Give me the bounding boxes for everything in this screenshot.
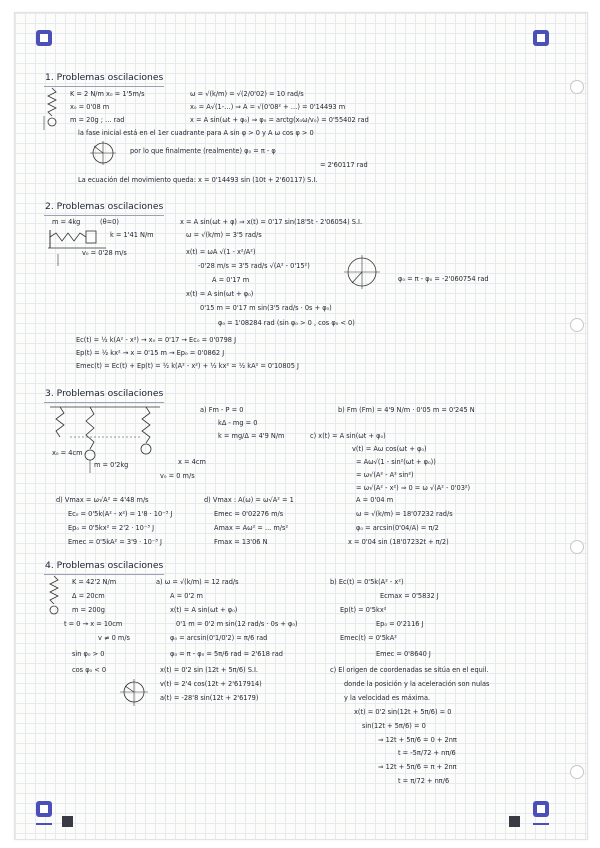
s1-line-3: m = 20g ; ... rad bbox=[70, 116, 125, 124]
s3-g2: Emec = 0'02276 m/s bbox=[214, 510, 284, 518]
accent-bar bbox=[36, 823, 52, 825]
s3-i1: Emec = 0'5kA² = 3'9 · 10⁻³ J bbox=[68, 538, 162, 546]
s4-line-2b: A = 0'2 m bbox=[170, 592, 203, 600]
binder-hole-icon bbox=[570, 80, 584, 94]
s2-result: φ₀ = π - φ₀ = -2'060754 rad bbox=[398, 275, 489, 283]
s4-line-3b: x(t) = A sin(ωt + φ₀) bbox=[170, 606, 238, 614]
s4-line-3: m = 200g bbox=[72, 606, 105, 614]
corner-mark-icon bbox=[36, 30, 52, 46]
section-4-rule bbox=[44, 574, 164, 575]
section-2-title: 2. Problemas oscilaciones bbox=[45, 201, 164, 212]
s4-b1: b) Ec(t) = 0'5k(A² - x²) bbox=[330, 578, 404, 586]
s4-line-7b: x(t) = 0'2 sin (12t + 5π/6) S.I. bbox=[160, 666, 259, 674]
s4-c8: ⇒ 12t + 5π/6 = π + 2nπ bbox=[378, 763, 457, 771]
s4-line-8b: v(t) = 2'4 cos(12t + 2'617914) bbox=[160, 680, 262, 688]
s4-b5: Emec(t) = 0'5kA² bbox=[340, 634, 397, 642]
s4-line-2: Δ = 20cm bbox=[72, 592, 105, 600]
s4-line-4b: 0'1 m = 0'2 m sin(12 rad/s · 0s + φ₀) bbox=[176, 620, 298, 628]
s2-line-8b: φ₀ = 1'08284 rad (sin φ₀ > 0 , cos φ₀ < 0) bbox=[218, 319, 355, 327]
corner-mark-icon bbox=[533, 801, 549, 817]
s2-line-5b: A = 0'17 m bbox=[212, 276, 250, 284]
s3-h2: Amax = Aω² = ... m/s² bbox=[214, 524, 289, 532]
s2-line-6b: x(t) = A sin(ωt + φ₀) bbox=[186, 290, 254, 298]
s3-a2: kΔ - mg = 0 bbox=[218, 419, 258, 427]
section-2-rule bbox=[44, 215, 164, 216]
s1-line-2: x₀ = 0'08 m bbox=[70, 103, 110, 111]
s4-line-6: sin φ₀ > 0 bbox=[72, 650, 105, 658]
s4-line-5: v ≠ 0 m/s bbox=[98, 634, 130, 642]
s3-f4: v₀ = 0 m/s bbox=[160, 472, 195, 480]
square-mark-icon bbox=[509, 816, 520, 827]
section-1-rule bbox=[44, 86, 164, 87]
s2-line-4b: -0'28 m/s = 3'5 rad/s √(A² - 0'15²) bbox=[198, 262, 310, 270]
s2-line-3b: x(t) = ωA √(1 - x²/A²) bbox=[186, 248, 256, 256]
s1-line-4: la fase inicial está en el 1er cuadrante para A sin φ > 0 y A ω cos φ > 0 bbox=[78, 129, 314, 137]
s3-h1: Ep₀ = 0'5kx² = 2'2 · 10⁻³ J bbox=[68, 524, 155, 532]
s4-line-5b: φ₀ = arcsin(0'1/0'2) = π/6 rad bbox=[170, 634, 268, 642]
s1-line-7: La ecuación del movimiento queda: x = 0'14493 sin (10t + 2'60117) S.I. bbox=[78, 176, 318, 184]
s4-c2: donde la posición y la aceleración son nulas bbox=[344, 680, 490, 688]
phase-circle-4 bbox=[116, 676, 156, 710]
s3-c5: = ω√(A² - x²) ⇒ 0 = ω √(A² - 0'03²) bbox=[356, 484, 471, 492]
s3-b1: b) Fm (Fm) = 4'9 N/m · 0'05 m = 0'245 N bbox=[338, 406, 475, 414]
s2-line-3: v₀ = 0'28 m/s bbox=[82, 249, 127, 257]
s3-i3: x = 0'04 sin (18'07232t + π/2) bbox=[348, 538, 449, 546]
s1-line-6: = 2'60117 rad bbox=[320, 161, 368, 169]
s1-line-1b: ω = √(k/m) = √(2/0'02) = 10 rad/s bbox=[190, 90, 304, 98]
s4-b6: Emec = 0'8640 J bbox=[376, 650, 431, 658]
s4-line-4: t = 0 → x = 10cm bbox=[64, 620, 123, 628]
s3-c3: = Aω√(1 - sin²(ωt + φ₀)) bbox=[356, 458, 436, 466]
section-3-title: 3. Problemas oscilaciones bbox=[45, 388, 164, 399]
s4-b2: Ecmax = 0'5832 J bbox=[380, 592, 439, 600]
s4-line-6b: φ₀ = π - φ₀ = 5π/6 rad = 2'618 rad bbox=[170, 650, 283, 658]
s4-c6: ⇒ 12t + 5π/6 = 0 + 2nπ bbox=[378, 736, 457, 744]
s4-b4: Ep₀ = 0'2116 J bbox=[376, 620, 424, 628]
s4-line-1: K = 42'2 N/m bbox=[72, 578, 117, 586]
s4-c5: sin(12t + 5π/6) = 0 bbox=[362, 722, 426, 730]
section-3-rule bbox=[44, 402, 164, 403]
binder-hole-icon bbox=[570, 540, 584, 554]
s2-line-1: m = 4kg bbox=[52, 218, 81, 226]
accent-bar bbox=[533, 823, 549, 825]
s4-b3: Ep(t) = 0'5kx² bbox=[340, 606, 387, 614]
s3-g1: Ec₀ = 0'5k(A² - x²) = 1'8 · 10⁻³ J bbox=[68, 510, 173, 518]
s1-line-2b: x₀ = A√(1-…) ⇒ A = √(0'08² + …) = 0'14493 m bbox=[190, 103, 346, 111]
s4-c7: t = -5π/72 + nπ/6 bbox=[398, 749, 456, 757]
s3-f1: x₀ = 4cm bbox=[52, 449, 83, 457]
s3-c4: = ω√(A² - A² sin²) bbox=[356, 471, 414, 479]
s4-c9: t = π/72 + nπ/6 bbox=[398, 777, 450, 785]
s4-line-7: cos φ₀ < 0 bbox=[72, 666, 107, 674]
corner-mark-icon bbox=[36, 801, 52, 817]
s2-line-7b: 0'15 m = 0'17 m sin(3'5 rad/s · 0s + φ₀) bbox=[200, 304, 332, 312]
square-mark-icon bbox=[62, 816, 73, 827]
s1-line-1: K = 2 N/m x₀ = 1'5m/s bbox=[70, 90, 145, 98]
section-1-title: 1. Problemas oscilaciones bbox=[45, 72, 164, 83]
s3-f3: x = 4cm bbox=[178, 458, 206, 466]
s3-a1: a) Fm - P = 0 bbox=[200, 406, 244, 414]
s2-line-1a: (θ=0) bbox=[100, 218, 119, 226]
s2-line-2b: ω = √(k/m) = 3'5 rad/s bbox=[186, 231, 262, 239]
s3-d3: A = 0'04 m bbox=[356, 496, 394, 504]
corner-mark-icon bbox=[533, 30, 549, 46]
s2-energy-3: Emec(t) = Ec(t) + Ep(t) = ½ k(A² - x²) + ½ kx² = ½ kA² = 0'10805 J bbox=[76, 362, 299, 370]
s2-line-1b: x = A sin(ωt + φ) ⇒ x(t) = 0'17 sin(18'5t - 2'06054) S.I. bbox=[180, 218, 363, 226]
s1-line-3b: x = A sin(ωt + φ₀) ⇒ φ₀ = arctg(x₀ω/v₀) = 0'55402 rad bbox=[190, 116, 369, 124]
binder-hole-icon bbox=[570, 318, 584, 332]
s3-c1: c) x(t) = A sin(ωt + φ₀) bbox=[310, 432, 386, 440]
s3-d2: d) Vmax : A(ω) = ω√A² = 1 bbox=[204, 496, 294, 504]
s4-c3: y la velocidad es máxima. bbox=[344, 694, 431, 702]
s4-line-1b: a) ω = √(k/m) = 12 rad/s bbox=[156, 578, 239, 586]
horizontal-spring-diagram bbox=[48, 228, 108, 268]
section-4-title: 4. Problemas oscilaciones bbox=[45, 560, 164, 571]
s4-c4: x(t) = 0'2 sin(12t + 5π/6) = 0 bbox=[354, 708, 452, 716]
s3-g3: ω = √(k/m) = 18'07232 rad/s bbox=[356, 510, 453, 518]
s2-energy-1: Ec(t) = ½ k(A² - x²) → x₀ = 0'17 → Ec₀ = 0'0798 J bbox=[76, 336, 237, 344]
s3-h3: φ₀ = arcsin(0'04/A) = π/2 bbox=[356, 524, 439, 532]
phase-circle-2 bbox=[340, 252, 390, 294]
s3-f2: m = 0'2kg bbox=[94, 461, 129, 469]
s3-c2: v(t) = Aω cos(ωt + φ₀) bbox=[352, 445, 427, 453]
binder-hole-icon bbox=[570, 765, 584, 779]
phase-circle-1 bbox=[88, 139, 122, 169]
s2-line-2: k = 1'41 N/m bbox=[110, 231, 154, 239]
s3-d1: d) Vmax = ω√A² = 4'48 m/s bbox=[56, 496, 149, 504]
s3-a3: k = mg/Δ = 4'9 N/m bbox=[218, 432, 285, 440]
s4-line-9b: a(t) = -28'8 sin(12t + 2'6179) bbox=[160, 694, 259, 702]
s3-i2: Fmax = 13'06 N bbox=[214, 538, 268, 546]
s2-energy-2: Ep(t) = ½ kx² → x = 0'15 m → Ep₀ = 0'0862 J bbox=[76, 349, 225, 357]
s1-line-5: por lo que finalmente (realmente) φ₀ = π - φ bbox=[130, 147, 276, 155]
s4-c1: c) El origen de coordenadas se sitúa en el equil. bbox=[330, 666, 489, 674]
